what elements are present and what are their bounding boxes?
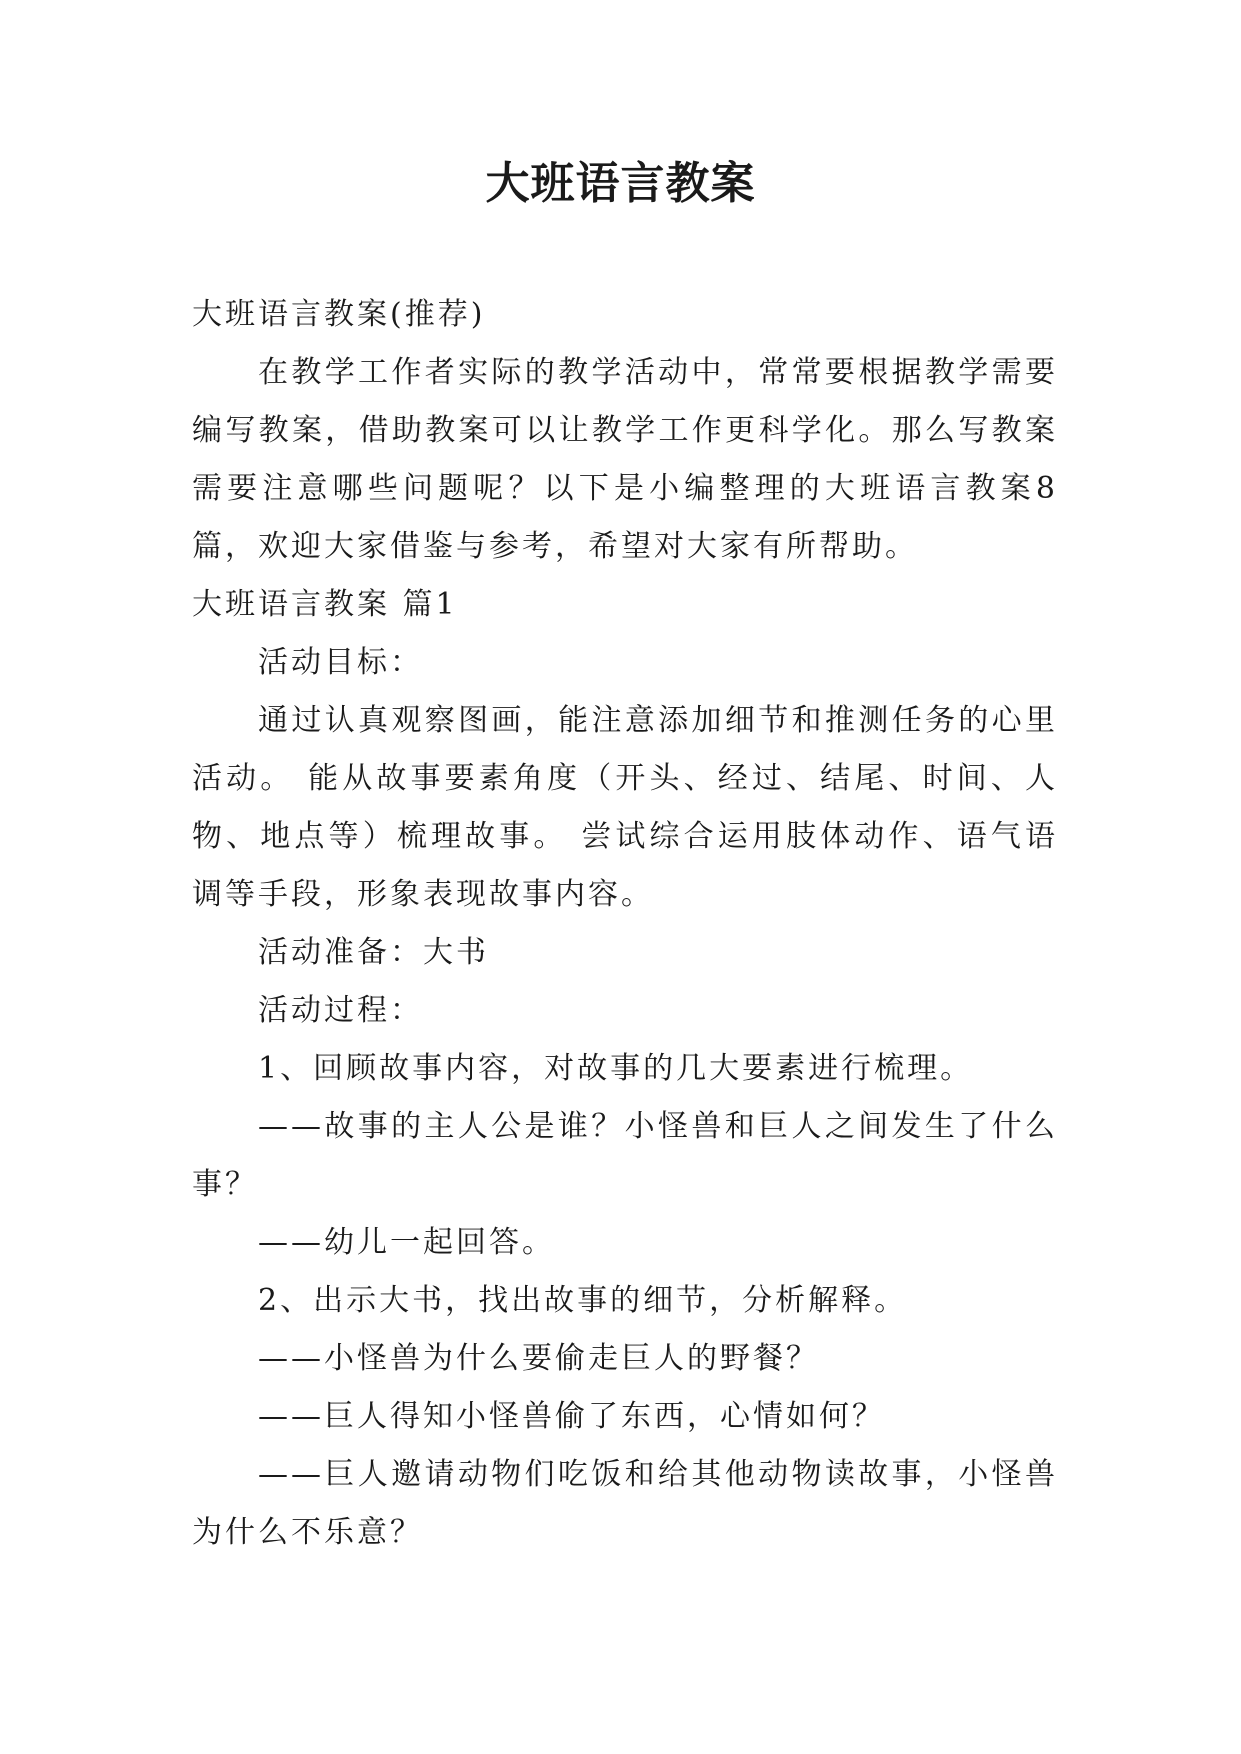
paragraph-goals-heading: 活动目标：	[258, 645, 423, 680]
paragraph-question-4: ——巨人邀请动物们吃饭和给其他动物读故事，小怪兽为什么不乐意？	[192, 1457, 1058, 1550]
paragraph-question-2: ——小怪兽为什么要偷走巨人的野餐？	[258, 1341, 819, 1376]
document-title: 大班语言教案	[485, 158, 756, 209]
paragraph-step-2: 2、出示大书，找出故事的细节，分析解释。	[258, 1283, 908, 1318]
paragraph-goals: 通过认真观察图画，能注意添加细节和推测任务的心里活动。 能从故事要素角度（开头、经过、结尾、时间、人物、地点等）梳理故事。 尝试综合运用肢体动作、语气语调等手段，形象表现故事内容。	[192, 703, 1058, 912]
section-heading: 大班语言教案 篇1	[192, 587, 458, 622]
paragraph-step-1: 1、回顾故事内容，对故事的几大要素进行梳理。	[258, 1051, 974, 1086]
document-body	[192, 286, 1058, 1562]
paragraph-process-heading: 活动过程：	[258, 993, 423, 1028]
paragraph-question-3: ——巨人得知小怪兽偷了东西，心情如何？	[258, 1399, 885, 1434]
paragraph-answer-1: ——幼儿一起回答。	[258, 1225, 555, 1260]
paragraph-preparation: 活动准备：大书	[258, 935, 489, 970]
paragraph-intro: 在教学工作者实际的教学活动中，常常要根据教学需要编写教案，借助教案可以让教学工作更科学化。那么写教案需要注意哪些问题呢？以下是小编整理的大班语言教案8篇，欢迎大家借鉴与参考，希望对大家有所帮助。	[192, 355, 1058, 564]
paragraph-subtitle: 大班语言教案(推荐)	[192, 297, 486, 332]
paragraph-question-1: ——故事的主人公是谁？小怪兽和巨人之间发生了什么事？	[192, 1109, 1058, 1202]
